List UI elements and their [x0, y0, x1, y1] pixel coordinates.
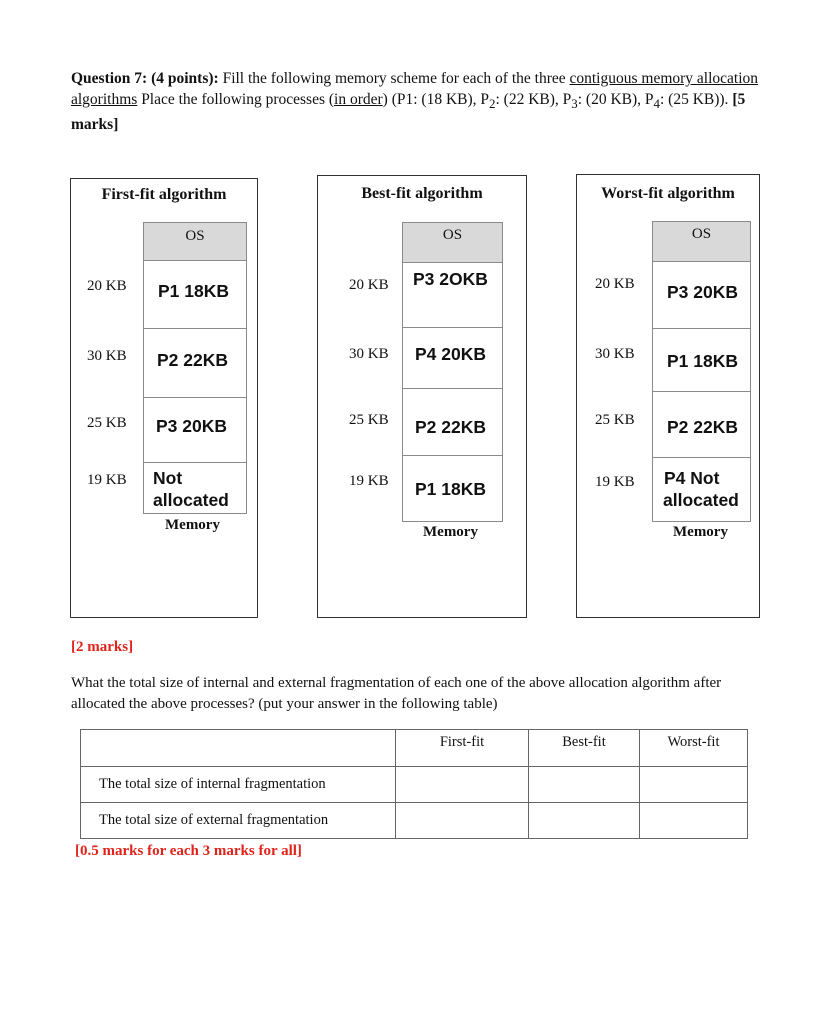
table-header-cell — [81, 730, 396, 767]
answer-cell[interactable] — [396, 767, 529, 803]
process-block: Not — [153, 468, 183, 488]
table-header-cell: First-fit — [396, 730, 529, 767]
partition-size: 19 KB — [595, 474, 635, 490]
partition-size: 20 KB — [595, 276, 635, 292]
process-block: P4 Not — [664, 468, 720, 488]
table-header-row — [81, 730, 748, 767]
question-text-part: : (25 KB)). — [659, 91, 729, 108]
process-block: P3 2OKB — [413, 269, 488, 289]
question-text — [71, 68, 761, 135]
partition-size: 20 KB — [87, 278, 127, 294]
table-row — [81, 767, 748, 803]
process-block: P3 20KB — [156, 416, 228, 436]
process-block: P1 18KB — [415, 479, 487, 499]
answer-cell[interactable] — [640, 767, 748, 803]
memory-label: Memory — [673, 524, 728, 540]
subscript: 4 — [653, 96, 660, 112]
process-block: P3 20KB — [667, 282, 739, 302]
process-block: P2 22KB — [667, 417, 739, 437]
answer-cell[interactable] — [396, 803, 529, 839]
partition-divider — [653, 328, 750, 329]
answer-cell[interactable] — [529, 803, 640, 839]
subscript: 2 — [489, 96, 496, 112]
row-label: The total size of internal fragmentation — [81, 767, 396, 803]
panel-title: Best-fit algorithm — [361, 185, 483, 202]
process-block: P2 22KB — [415, 417, 487, 437]
partition-divider — [403, 327, 502, 328]
process-block: allocated — [153, 490, 229, 510]
question-text-part: : (22 KB), P — [495, 91, 572, 108]
partition-divider — [403, 455, 502, 456]
partition-size: 20 KB — [349, 277, 389, 293]
partition-divider — [653, 391, 750, 392]
first-fit-panel — [70, 178, 258, 618]
table-header-cell: Best-fit — [529, 730, 640, 767]
part2-marks-note: [0.5 marks for each 3 marks for all] — [75, 843, 302, 859]
partition-divider — [403, 388, 502, 389]
partition-divider — [144, 328, 246, 329]
subscript: 3 — [571, 96, 578, 112]
part2-question: What the total size of internal and external fragmentation of each one of the above allocation algorithm after allocated the above processes? (put your answer in the following table) — [71, 675, 722, 712]
question-marks: [5 marks] — [71, 91, 746, 134]
best-fit-panel — [317, 175, 527, 618]
question-text-part: Place the following processes ( — [137, 91, 335, 108]
process-block: P2 22KB — [157, 350, 229, 370]
partition-size: 25 KB — [595, 412, 635, 428]
partition-divider — [653, 457, 750, 458]
part2-marks: [2 marks] — [71, 639, 134, 655]
panel-title: Worst-fit algorithm — [601, 185, 735, 202]
process-block: allocated — [663, 490, 739, 510]
process-block: P1 18KB — [667, 351, 739, 371]
partition-size: 30 KB — [87, 348, 127, 364]
row-label: The total size of external fragmentation — [81, 803, 396, 839]
partition-size: 25 KB — [87, 415, 127, 431]
partition-size: 25 KB — [349, 412, 389, 428]
question-text-part: Fill the following memory scheme for each of the three — [218, 70, 570, 87]
table-row — [81, 803, 748, 839]
link-contiguous: contiguous memory allocation algorithms — [71, 70, 759, 108]
answer-cell[interactable] — [640, 803, 748, 839]
process-block: P4 20KB — [415, 344, 487, 364]
os-block: OS — [144, 223, 246, 261]
partition-size: 19 KB — [349, 473, 389, 489]
link-in-order: in order — [334, 91, 383, 108]
memory-label: Memory — [165, 517, 220, 533]
panel-title: First-fit algorithm — [101, 186, 227, 203]
worst-fit-panel — [576, 174, 760, 618]
partition-size: 19 KB — [87, 472, 127, 488]
memory-label: Memory — [423, 524, 478, 540]
partition-size: 30 KB — [595, 346, 635, 362]
partition-divider — [144, 462, 246, 463]
os-block: OS — [403, 223, 502, 263]
process-block: P1 18KB — [158, 281, 230, 301]
question-label: Question 7: (4 points): — [71, 70, 219, 87]
partition-divider — [144, 397, 246, 398]
table-header-cell: Worst-fit — [640, 730, 748, 767]
answer-cell[interactable] — [529, 767, 640, 803]
partition-size: 30 KB — [349, 346, 389, 362]
memory-column — [402, 222, 503, 522]
os-block: OS — [653, 222, 750, 262]
question-text-part: : (20 KB), P — [577, 91, 654, 108]
question-text-part: ) (P1: (18 KB), P — [382, 91, 490, 108]
fragmentation-table — [80, 729, 748, 839]
